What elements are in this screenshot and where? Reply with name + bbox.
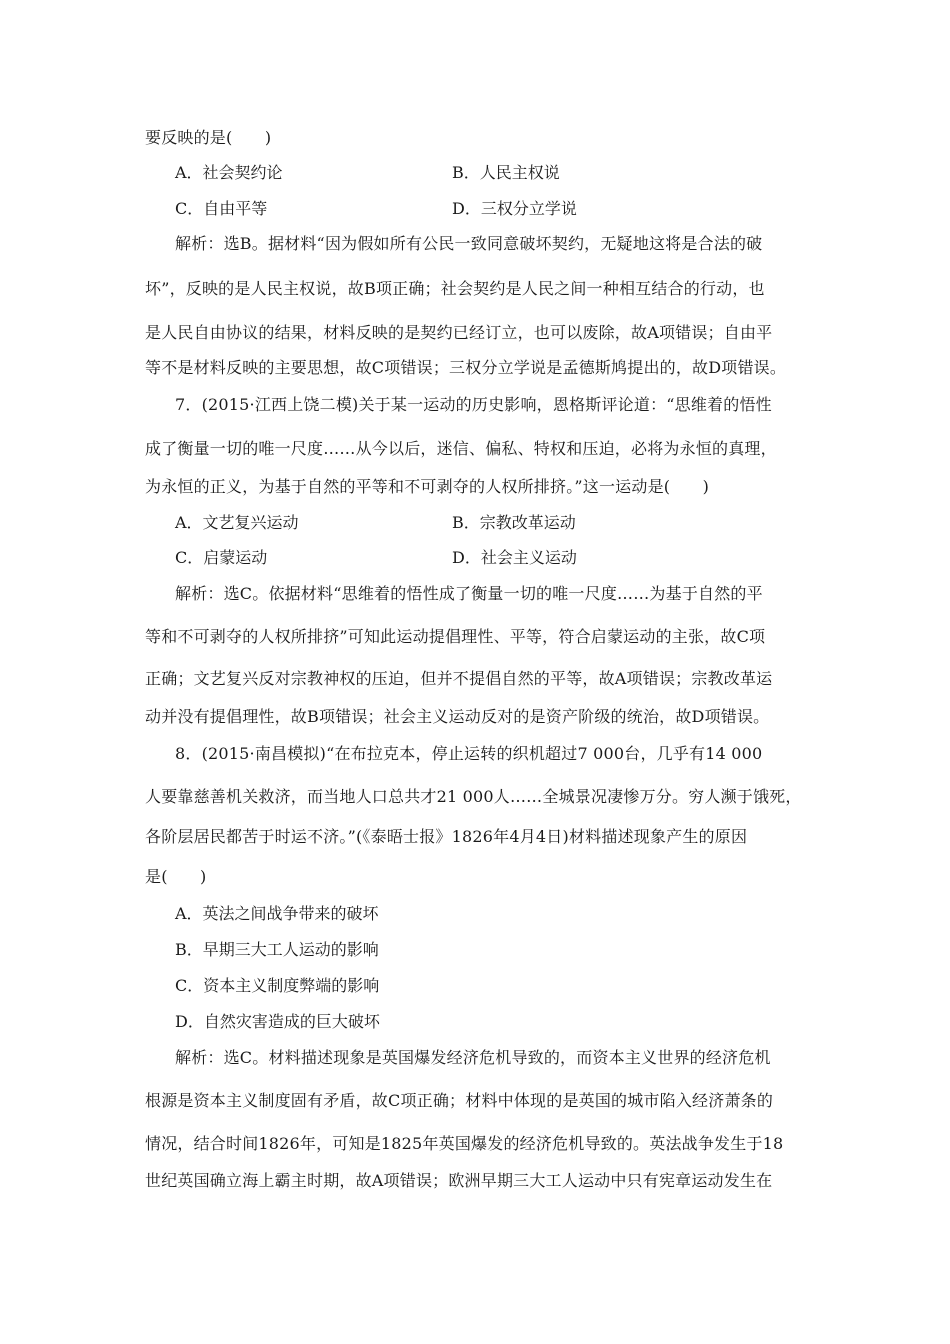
q6-analysis-line: 坏”，反映的是人民主权说，故B项正确；社会契约是人民之间一种相互结合的行动，也 bbox=[145, 279, 765, 298]
q6-stem-end: 要反映的是( ) bbox=[145, 128, 272, 147]
q7-stem-line: 成了衡量一切的唯一尺度……从今以后，迷信、偏私、特权和压迫，必将为永恒的真理， bbox=[145, 439, 777, 458]
q7-option-c: C．启蒙运动 bbox=[175, 548, 268, 567]
q8-stem-line: 各阶层居民都苦于时运不济。”(《泰晤士报》1826年4月4日)材料描述现象产生的原因 bbox=[145, 827, 748, 846]
q8-option-b: B．早期三大工人运动的影响 bbox=[175, 940, 379, 959]
q8-analysis-line: 解析：选C。材料描述现象是英国爆发经济危机导致的，而资本主义世界的经济危机 bbox=[175, 1048, 771, 1067]
q6-option-b: B．人民主权说 bbox=[452, 163, 560, 182]
q6-option-a: A．社会契约论 bbox=[175, 163, 283, 182]
q7-option-d: D．社会主义运动 bbox=[452, 548, 577, 567]
q6-option-c: C．自由平等 bbox=[175, 199, 268, 218]
q7-stem-line: 为永恒的正义，为基于自然的平等和不可剥夺的人权所排挤。”这一运动是( ) bbox=[145, 477, 710, 496]
q8-option-d: D．自然灾害造成的巨大破坏 bbox=[175, 1012, 380, 1031]
q6-analysis-line: 解析：选B。据材料“因为假如所有公民一致同意破坏契约，无疑地这将是合法的破 bbox=[175, 234, 763, 253]
q6-option-d: D．三权分立学说 bbox=[452, 199, 577, 218]
q8-analysis-line: 情况，结合时间1826年，可知是1825年英国爆发的经济危机导致的。英法战争发生于18 bbox=[145, 1134, 784, 1153]
q6-analysis-line: 等不是材料反映的主要思想，故C项错误；三权分立学说是孟德斯鸠提出的，故D项错误。 bbox=[145, 358, 787, 377]
q8-analysis-line: 世纪英国确立海上霸主时期，故A项错误；欧洲早期三大工人运动中只有宪章运动发生在 bbox=[145, 1171, 773, 1190]
q7-analysis-line: 等和不可剥夺的人权所排挤”可知此运动提倡理性、平等，符合启蒙运动的主张，故C项 bbox=[145, 627, 766, 646]
q8-stem-line: 是( ) bbox=[145, 867, 207, 886]
q7-option-a: A．文艺复兴运动 bbox=[175, 513, 299, 532]
q8-stem-line: 人要靠慈善机关救济，而当地人口总共才21 000人……全城景况凄惨万分。穷人濒于饿死， bbox=[145, 787, 802, 806]
q6-analysis-line: 是人民自由协议的结果，材料反映的是契约已经订立，也可以废除，故A项错误；自由平 bbox=[145, 323, 773, 342]
q7-analysis-line: 动并没有提倡理性，故B项错误；社会主义运动反对的是资产阶级的统治，故D项错误。 bbox=[145, 707, 770, 726]
q8-stem-line: 8．(2015·南昌模拟)“在布拉克本，停止运转的织机超过7 000台，几乎有14 000 bbox=[175, 744, 763, 763]
q8-analysis-line: 根源是资本主义制度固有矛盾，故C项正确；材料中体现的是英国的城市陷入经济萧条的 bbox=[145, 1091, 774, 1110]
q8-option-a: A．英法之间战争带来的破坏 bbox=[175, 904, 379, 923]
q8-option-c: C．资本主义制度弊端的影响 bbox=[175, 976, 380, 995]
q7-analysis-line: 正确；文艺复兴反对宗教神权的压迫，但并不提倡自然的平等，故A项错误；宗教改革运 bbox=[145, 669, 773, 688]
q7-stem-line: 7．(2015·江西上饶二模)关于某一运动的历史影响，恩格斯评论道：“思维着的悟性 bbox=[175, 395, 772, 414]
q7-analysis-line: 解析：选C。依据材料“思维着的悟性成了衡量一切的唯一尺度……为基于自然的平 bbox=[175, 584, 763, 603]
q7-option-b: B．宗教改革运动 bbox=[452, 513, 576, 532]
